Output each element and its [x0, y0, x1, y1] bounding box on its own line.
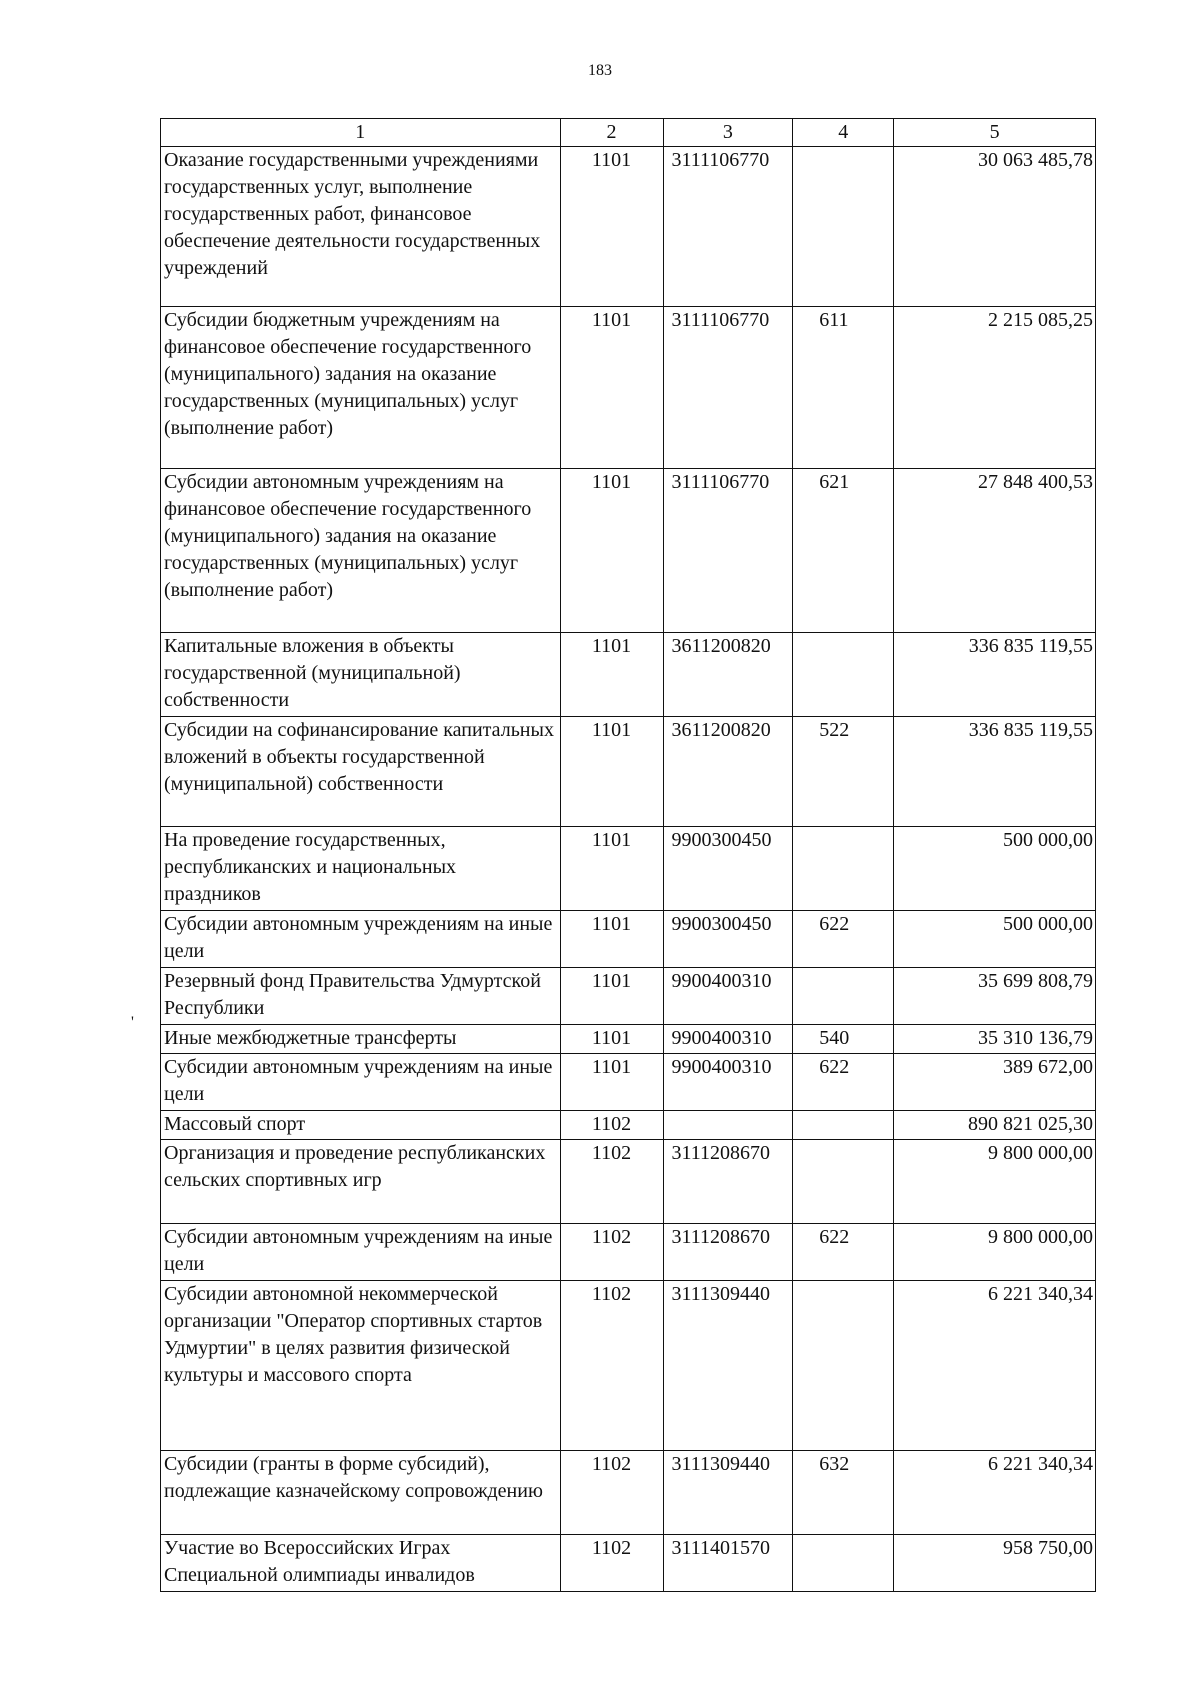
row-target: 3111309440	[663, 1281, 793, 1451]
row-section: 1101	[560, 1025, 663, 1054]
row-name: Субсидии автономным учреждениям на иные цели	[161, 1224, 561, 1281]
header-row	[161, 119, 1096, 147]
row-type	[793, 147, 894, 307]
table-row	[161, 1054, 1096, 1111]
row-section: 1102	[560, 1111, 663, 1140]
table-row	[161, 633, 1096, 717]
row-name: Субсидии (гранты в форме субсидий), подлежащие казначейскому сопровождению	[161, 1451, 561, 1535]
row-section: 1101	[560, 633, 663, 717]
row-amount: 27 848 400,53	[894, 469, 1096, 633]
row-section: 1101	[560, 911, 663, 968]
row-section: 1101	[560, 307, 663, 469]
row-type: 622	[793, 1054, 894, 1111]
row-amount: 9 800 000,00	[894, 1140, 1096, 1224]
row-section: 1102	[560, 1224, 663, 1281]
row-type: 632	[793, 1451, 894, 1535]
header-col-2: 2	[560, 119, 663, 147]
row-type	[793, 1111, 894, 1140]
row-name: Иные межбюджетные трансферты	[161, 1025, 561, 1054]
row-amount: 6 221 340,34	[894, 1451, 1096, 1535]
row-section: 1102	[560, 1451, 663, 1535]
row-section: 1101	[560, 968, 663, 1025]
row-type	[793, 968, 894, 1025]
margin-mark: '	[131, 1014, 134, 1031]
row-amount: 500 000,00	[894, 827, 1096, 911]
row-section: 1102	[560, 1140, 663, 1224]
row-target: 9900400310	[663, 968, 793, 1025]
table-row	[161, 911, 1096, 968]
row-type	[793, 1140, 894, 1224]
table-row	[161, 827, 1096, 911]
row-section: 1102	[560, 1535, 663, 1592]
row-type: 540	[793, 1025, 894, 1054]
row-name: Оказание государственными учреждениями государственных услуг, выполнение государственных работ, финансовое обеспечение деятельности государственных учреждений	[161, 147, 561, 307]
row-section: 1101	[560, 827, 663, 911]
row-amount: 389 672,00	[894, 1054, 1096, 1111]
row-section: 1101	[560, 1054, 663, 1111]
table-row	[161, 147, 1096, 307]
row-name: Субсидии автономным учреждениям на финансовое обеспечение государственного (муниципального) задания на оказание государственных (муниципальных) услуг (выполнение работ)	[161, 469, 561, 633]
row-name: Субсидии автономным учреждениям на иные цели	[161, 1054, 561, 1111]
row-target: 3111208670	[663, 1140, 793, 1224]
header-col-4: 4	[793, 119, 894, 147]
row-type: 622	[793, 1224, 894, 1281]
row-section: 1101	[560, 469, 663, 633]
row-name: Субсидии автономным учреждениям на иные цели	[161, 911, 561, 968]
row-name: Субсидии на софинансирование капитальных вложений в объекты государственной (муниципальной) собственности	[161, 717, 561, 827]
row-target: 3111106770	[663, 147, 793, 307]
table-row	[161, 469, 1096, 633]
row-type: 621	[793, 469, 894, 633]
row-target: 9900300450	[663, 911, 793, 968]
table-row	[161, 968, 1096, 1025]
budget-table	[160, 118, 1096, 1592]
table-row	[161, 1281, 1096, 1451]
row-type	[793, 1281, 894, 1451]
table-row	[161, 1140, 1096, 1224]
row-target: 9900400310	[663, 1025, 793, 1054]
row-target: 3111309440	[663, 1451, 793, 1535]
row-name: Резервный фонд Правительства Удмуртской Республики	[161, 968, 561, 1025]
row-section: 1101	[560, 717, 663, 827]
row-amount: 6 221 340,34	[894, 1281, 1096, 1451]
row-amount: 30 063 485,78	[894, 147, 1096, 307]
table-row	[161, 1224, 1096, 1281]
row-target: 3111106770	[663, 469, 793, 633]
header-col-5: 5	[894, 119, 1096, 147]
row-name: Субсидии автономной некоммерческой организации "Оператор спортивных стартов Удмуртии" в целях развития физической культуры и массового спорта	[161, 1281, 561, 1451]
row-name: На проведение государственных, республиканских и национальных праздников	[161, 827, 561, 911]
row-target: 3111401570	[663, 1535, 793, 1592]
table-row	[161, 1111, 1096, 1140]
row-amount: 9 800 000,00	[894, 1224, 1096, 1281]
row-target: 3111208670	[663, 1224, 793, 1281]
table-row	[161, 1025, 1096, 1054]
table-row	[161, 307, 1096, 469]
row-amount: 890 821 025,30	[894, 1111, 1096, 1140]
row-amount: 958 750,00	[894, 1535, 1096, 1592]
row-target: 3611200820	[663, 717, 793, 827]
page-number: 183	[588, 62, 612, 79]
row-type: 522	[793, 717, 894, 827]
row-name: Массовый спорт	[161, 1111, 561, 1140]
row-amount: 336 835 119,55	[894, 633, 1096, 717]
row-amount: 500 000,00	[894, 911, 1096, 968]
row-type	[793, 633, 894, 717]
header-col-1: 1	[161, 119, 561, 147]
row-type	[793, 827, 894, 911]
row-type	[793, 1535, 894, 1592]
row-name: Участие во Всероссийских Играх Специальной олимпиады инвалидов	[161, 1535, 561, 1592]
row-target: 3111106770	[663, 307, 793, 469]
table-row	[161, 1451, 1096, 1535]
row-name: Субсидии бюджетным учреждениям на финансовое обеспечение государственного (муниципального) задания на оказание государственных (муниципальных) услуг (выполнение работ)	[161, 307, 561, 469]
row-amount: 35 699 808,79	[894, 968, 1096, 1025]
row-type: 611	[793, 307, 894, 469]
row-amount: 2 215 085,25	[894, 307, 1096, 469]
row-name: Организация и проведение республиканских сельских спортивных игр	[161, 1140, 561, 1224]
row-amount: 35 310 136,79	[894, 1025, 1096, 1054]
table-row	[161, 717, 1096, 827]
row-section: 1101	[560, 147, 663, 307]
row-amount: 336 835 119,55	[894, 717, 1096, 827]
row-name: Капитальные вложения в объекты государственной (муниципальной) собственности	[161, 633, 561, 717]
header-col-3: 3	[663, 119, 793, 147]
row-section: 1102	[560, 1281, 663, 1451]
row-type: 622	[793, 911, 894, 968]
row-target	[663, 1111, 793, 1140]
row-target: 9900300450	[663, 827, 793, 911]
row-target: 9900400310	[663, 1054, 793, 1111]
row-target: 3611200820	[663, 633, 793, 717]
table-row	[161, 1535, 1096, 1592]
